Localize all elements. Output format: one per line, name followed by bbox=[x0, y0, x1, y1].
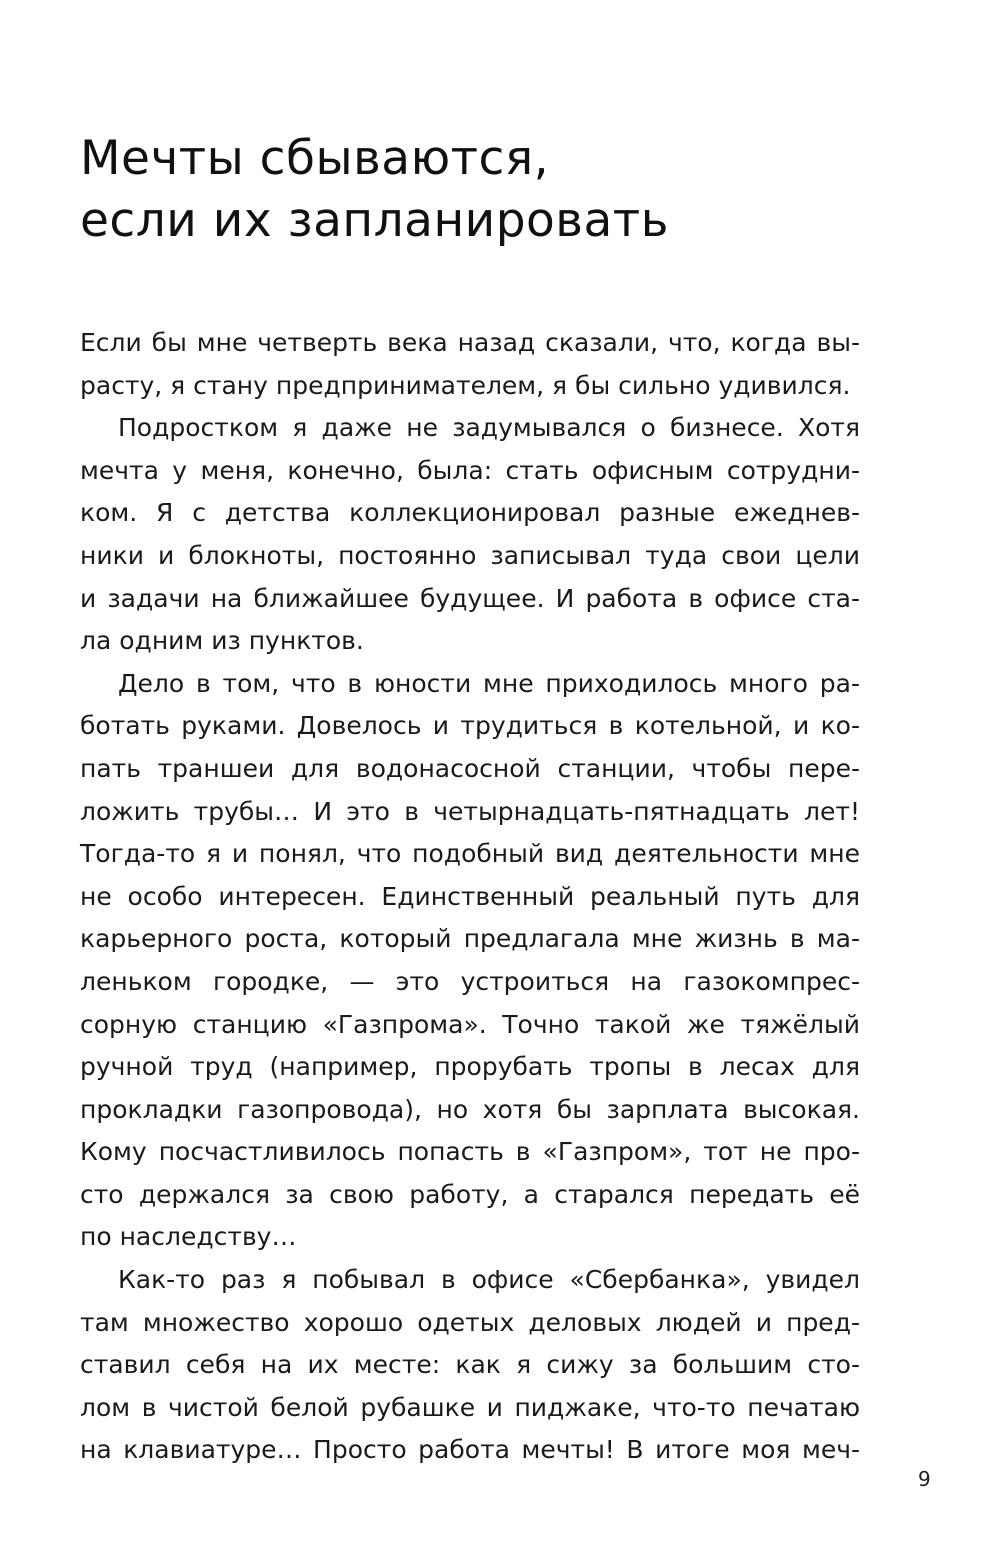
text-line: ставил себя на их месте: как я сижу за большим сто- bbox=[80, 1350, 860, 1380]
page-number: 9 bbox=[918, 1467, 931, 1491]
page-title bbox=[80, 128, 940, 252]
page-title-line-1: Мечты сбываются, bbox=[80, 131, 550, 186]
text-line: Тогда-то я и понял, что подобный вид деятельности мне bbox=[80, 839, 860, 869]
text-line: Если бы мне четверть века назад сказали, что, когда вы- bbox=[80, 328, 860, 357]
text-line: леньком городке, — это устроиться на газокомпрес- bbox=[80, 966, 860, 996]
text-line: мечта у меня, конечно, была: стать офисным сотрудни- bbox=[80, 455, 860, 485]
body-text bbox=[80, 322, 860, 1472]
text-line: лом в чистой белой рубашке и пиджаке, что-то печатаю bbox=[80, 1392, 860, 1422]
text-line: там множество хорошо одетых деловых людей и пред- bbox=[80, 1307, 860, 1337]
text-line: ложить трубы… И это в четырнадцать-пятнадцать лет! bbox=[80, 796, 860, 826]
page-title-line-2: если их запланировать bbox=[80, 193, 669, 248]
text-line: по наследству… bbox=[80, 1222, 297, 1252]
text-line: Дело в том, что в юности мне приходилось много ра- bbox=[118, 668, 860, 698]
text-line: на клавиатуре… Просто работа мечты! В итоге моя меч- bbox=[80, 1435, 860, 1465]
text-line: сто держался за свою работу, а старался передать её bbox=[80, 1179, 860, 1209]
text-line: не особо интересен. Единственный реальный путь для bbox=[80, 881, 860, 911]
text-line: Как-то раз я побывал в офисе «Сбербанка», увидел bbox=[118, 1265, 860, 1295]
text-line: сорную станцию «Газпрома». Точно такой же тяжёлый bbox=[80, 1009, 860, 1039]
text-line: ручной труд (например, прорубать тропы в лесах для bbox=[80, 1052, 860, 1082]
text-line: ники и блокноты, постоянно записывал туда свои цели bbox=[80, 540, 860, 570]
text-line: прокладки газопровода), но хотя бы зарплата высокая. bbox=[80, 1094, 860, 1124]
text-line: карьерного роста, который предлагала мне жизнь в ма- bbox=[80, 924, 860, 954]
text-line: расту, я стану предпринимателем, я бы сильно удивился. bbox=[80, 370, 851, 400]
text-line: ботать руками. Довелось и трудиться в котельной, и ко- bbox=[80, 711, 860, 741]
text-line: ком. Я с детства коллекционировал разные ежеднев- bbox=[80, 498, 860, 528]
text-line: и задачи на ближайшее будущее. И работа в офисе ста- bbox=[80, 583, 860, 613]
text-line: ла одним из пунктов. bbox=[80, 626, 364, 656]
text-line: Кому посчастливилось попасть в «Газпром», тот не про- bbox=[80, 1137, 860, 1167]
text-line: Подростком я даже не задумывался о бизнесе. Хотя bbox=[118, 413, 860, 443]
text-line: пать траншеи для водонасосной станции, чтобы пере- bbox=[80, 753, 860, 783]
